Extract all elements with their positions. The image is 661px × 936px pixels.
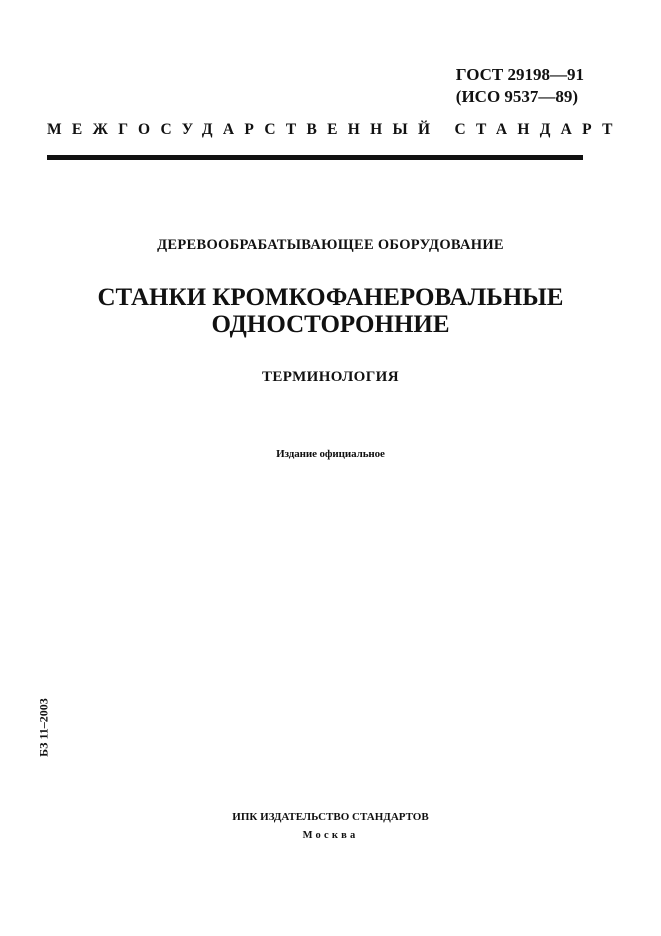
publisher-name: ИПК ИЗДАТЕЛЬСТВО СТАНДАРТОВ: [232, 811, 429, 823]
document-title: [0, 284, 661, 338]
publisher-city: Москва: [302, 830, 359, 841]
iso-code: (ИСО 9537—89): [455, 87, 579, 106]
standard-code: ГОСТ 29198—91: [455, 65, 584, 84]
title-line-1: СТАНКИ КРОМКОФАНЕРОВАЛЬНЫЕ: [97, 284, 564, 311]
standard-series: МЕЖГОСУДАРСТВЕННЫЙ СТАНДАРТ: [47, 121, 623, 138]
edition-note: Издание официальное: [276, 448, 385, 460]
document-subtitle: ТЕРМИНОЛОГИЯ: [262, 369, 399, 385]
side-margin-code: БЗ 11–2003: [36, 698, 51, 757]
header-divider: [47, 155, 583, 160]
title-line-2: ОДНОСТОРОННИЕ: [211, 311, 450, 338]
category-heading: ДЕРЕВООБРАБАТЫВАЮЩЕЕ ОБОРУДОВАНИЕ: [157, 237, 504, 253]
standard-code-block: [456, 64, 584, 108]
